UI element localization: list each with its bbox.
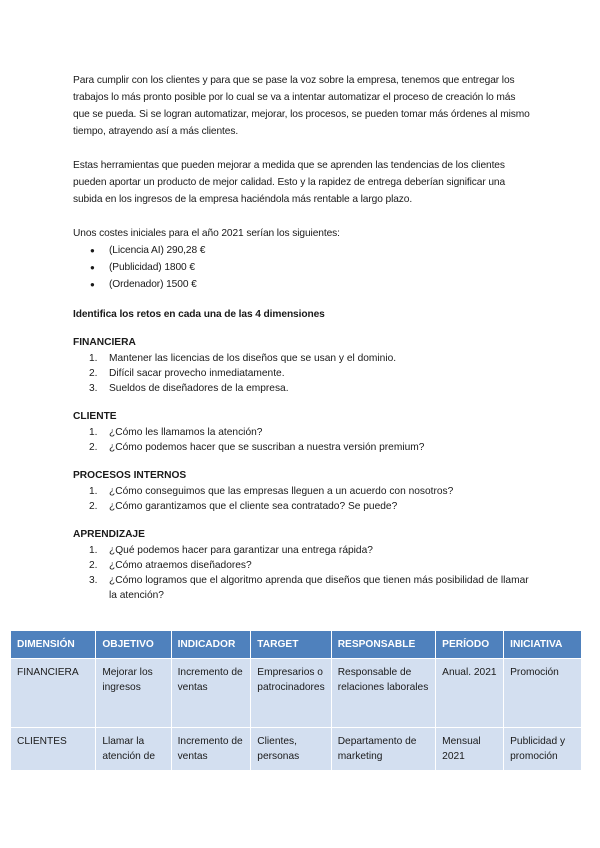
list-number: 2. bbox=[89, 368, 98, 379]
costs-list bbox=[73, 242, 533, 293]
table-cell: Publicidad y promoción bbox=[504, 728, 582, 771]
list-number: 1. bbox=[89, 486, 98, 497]
list-text: ¿Cómo conseguimos que las empresas lleguen a un acuerdo con nosotros? bbox=[109, 486, 454, 497]
header-dimension: DIMENSIÓN bbox=[11, 631, 96, 659]
list-text: ¿Cómo podemos hacer que se suscriban a nuestra versión premium? bbox=[109, 442, 425, 453]
list-item bbox=[73, 381, 533, 396]
list-number: 3. bbox=[89, 575, 98, 586]
table-cell: Promoción bbox=[504, 659, 582, 728]
section-procesos-internos bbox=[73, 468, 533, 514]
list-text: Mantener las licencias de los diseños que se usan y el dominio. bbox=[109, 353, 397, 364]
list-number: 2. bbox=[89, 560, 98, 571]
list-item bbox=[73, 499, 533, 514]
list-number: 1. bbox=[89, 427, 98, 438]
header-indicador: INDICADOR bbox=[171, 631, 251, 659]
list-item bbox=[73, 425, 533, 440]
costs-intro: Unos costes iniciales para el año 2021 serían los siguientes: bbox=[73, 228, 340, 239]
table-row bbox=[11, 659, 582, 728]
list-text: ¿Cómo logramos que el algoritmo aprenda que diseños que tienen más posibilidad de llamar la atención? bbox=[109, 575, 529, 601]
list-item bbox=[73, 366, 533, 381]
list-item bbox=[73, 440, 533, 455]
table-cell: Empresarios o patrocinadores bbox=[251, 659, 331, 728]
table-cell: Llamar la atención de bbox=[96, 728, 171, 771]
section-list bbox=[73, 484, 533, 514]
table-cell: Departamento de marketing bbox=[331, 728, 435, 771]
table-cell: Mejorar los ingresos bbox=[96, 659, 171, 728]
list-text: ¿Cómo les llamamos la atención? bbox=[109, 427, 263, 438]
list-text: ¿Qué podemos hacer para garantizar una entrega rápida? bbox=[109, 545, 373, 556]
section-financiera bbox=[73, 335, 533, 396]
list-number: 2. bbox=[89, 501, 98, 512]
kpi-table bbox=[10, 630, 582, 771]
paragraph-text: Estas herramientas que pueden mejorar a medida que se aprenden las tendencias de los clientes pueden aportar un producto de mejor calidad. Esto y la rapidez de entrega deberían significar una subida en los ingresos de la empresa haciéndola más rentable a largo plazo. bbox=[73, 160, 506, 205]
list-item bbox=[73, 558, 533, 573]
section-list bbox=[73, 351, 533, 396]
section-aprendizaje bbox=[73, 527, 533, 603]
costs-block bbox=[73, 225, 533, 323]
cost-item: ● (Licencia AI) 290,28 € bbox=[73, 242, 533, 259]
list-item bbox=[73, 351, 533, 366]
table-cell: CLIENTES bbox=[11, 728, 96, 771]
section-title: APRENDIZAJE bbox=[73, 529, 145, 540]
table-row bbox=[11, 728, 582, 771]
section-cliente bbox=[73, 409, 533, 455]
list-text: ¿Cómo atraemos diseñadores? bbox=[109, 560, 252, 571]
list-number: 2. bbox=[89, 442, 98, 453]
list-text: Sueldos de diseñadores de la empresa. bbox=[109, 383, 289, 394]
intro-paragraph-2 bbox=[73, 157, 533, 208]
table-cell: Incremento de ventas bbox=[171, 728, 251, 771]
table-cell: Mensual 2021 bbox=[436, 728, 504, 771]
section-title: CLIENTE bbox=[73, 411, 117, 422]
table-cell: Responsable de relaciones laborales bbox=[331, 659, 435, 728]
section-list bbox=[73, 543, 533, 603]
table-header-row bbox=[11, 631, 582, 659]
list-number: 1. bbox=[89, 353, 98, 364]
table-cell: Anual. 2021 bbox=[436, 659, 504, 728]
list-number: 3. bbox=[89, 383, 98, 394]
intro-paragraph-1 bbox=[73, 72, 533, 140]
header-iniciativa: INICIATIVA bbox=[504, 631, 582, 659]
cost-item: ● (Publicidad) 1800 € bbox=[73, 259, 533, 276]
challenges-heading: Identifica los retos en cada una de las 4 dimensiones bbox=[73, 309, 325, 320]
list-item bbox=[73, 573, 533, 603]
table-cell: FINANCIERA bbox=[11, 659, 96, 728]
section-title: PROCESOS INTERNOS bbox=[73, 470, 187, 481]
paragraph-text: Para cumplir con los clientes y para que se pase la voz sobre la empresa, tenemos que entregar los trabajos lo más pronto posible por lo cual se va a intentar automatizar el proceso de creación lo más que se pueda. Si se logran automatizar, mejorar, los procesos, se pueden tomar más órdenes al mismo tiempo, atrayendo así a más clientes. bbox=[73, 75, 530, 137]
cost-item: ● (Ordenador) 1500 € bbox=[73, 276, 533, 293]
list-text: ¿Cómo garantizamos que el cliente sea contratado? Se puede? bbox=[109, 501, 398, 512]
header-responsable: RESPONSABLE bbox=[331, 631, 435, 659]
section-title: FINANCIERA bbox=[73, 337, 136, 348]
list-item bbox=[73, 484, 533, 499]
section-list bbox=[73, 425, 533, 455]
list-item bbox=[73, 543, 533, 558]
table-cell: Incremento de ventas bbox=[171, 659, 251, 728]
table-cell: Clientes, personas bbox=[251, 728, 331, 771]
header-periodo: PERÍODO bbox=[436, 631, 504, 659]
header-target: TARGET bbox=[251, 631, 331, 659]
list-text: Difícil sacar provecho inmediatamente. bbox=[109, 368, 285, 379]
list-number: 1. bbox=[89, 545, 98, 556]
header-objetivo: OBJETIVO bbox=[96, 631, 171, 659]
